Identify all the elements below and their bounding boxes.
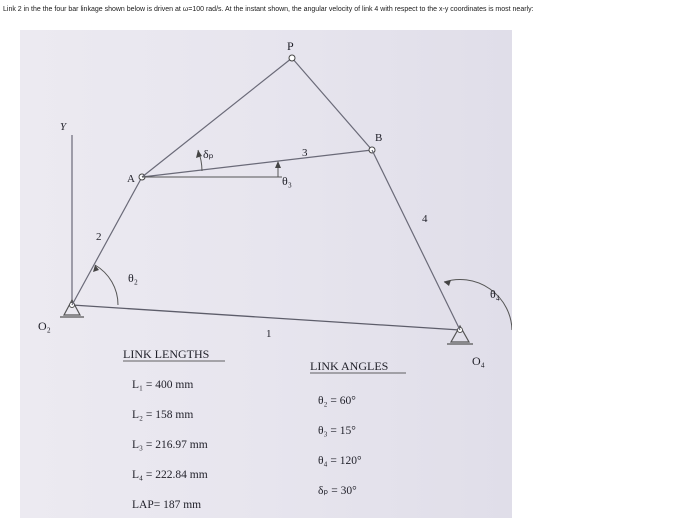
link-2 xyxy=(72,177,142,305)
deltap-label: δₚ xyxy=(203,147,214,161)
link-1-label: 1 xyxy=(266,328,272,340)
linkage-photo xyxy=(20,30,512,518)
link-angles-table xyxy=(310,359,406,497)
link-length-row: L₂ = 158 mm xyxy=(132,409,194,421)
point-p xyxy=(289,55,295,61)
point-p-label: P xyxy=(287,39,294,53)
link-lengths-title: LINK LENGTHS xyxy=(123,347,210,361)
joint-a-label: A xyxy=(127,173,135,185)
link-2-label: 2 xyxy=(96,231,102,243)
link-4 xyxy=(372,150,460,330)
link-3-label: 3 xyxy=(302,147,308,159)
theta2-label: θ₂ xyxy=(128,271,138,285)
theta3-label: θ₃ xyxy=(282,174,292,188)
link-angle-row: θ₂ = 60° xyxy=(318,395,356,407)
link-4-label: 4 xyxy=(422,213,428,225)
joint-b-label: B xyxy=(375,132,383,144)
y-axis-label: Y xyxy=(60,121,67,133)
o2-label: O₂ xyxy=(38,319,51,333)
link-angle-row: δₚ = 30° xyxy=(318,485,357,497)
link-length-row: L₃ = 216.97 mm xyxy=(132,439,208,451)
o4-label: O₄ xyxy=(472,354,485,368)
coupler-ap xyxy=(142,58,292,177)
link-length-row: L₄ = 222.84 mm xyxy=(132,469,208,481)
theta4-label: θ₄ xyxy=(490,287,500,301)
coupler-pb xyxy=(292,58,372,150)
question-text: Link 2 in the the four bar linkage shown below is driven at ω=100 rad/s. At the instant shown, the angular velocity of link 4 with respect to the x-y coordinates is most nearly: xyxy=(3,6,534,13)
link-length-row: L₁ = 400 mm xyxy=(132,379,194,391)
link-angles-title: LINK ANGLES xyxy=(310,359,389,373)
ground-link-1 xyxy=(72,305,460,330)
link-lengths-table xyxy=(123,347,225,511)
link-angle-row: θ₄ = 120° xyxy=(318,455,362,467)
pivot-o2 xyxy=(60,300,84,317)
coupler-ab xyxy=(142,150,372,177)
link-length-row: LAP= 187 mm xyxy=(132,499,202,511)
four-bar-linkage-diagram xyxy=(20,30,512,518)
link-angle-row: θ₃ = 15° xyxy=(318,425,356,437)
